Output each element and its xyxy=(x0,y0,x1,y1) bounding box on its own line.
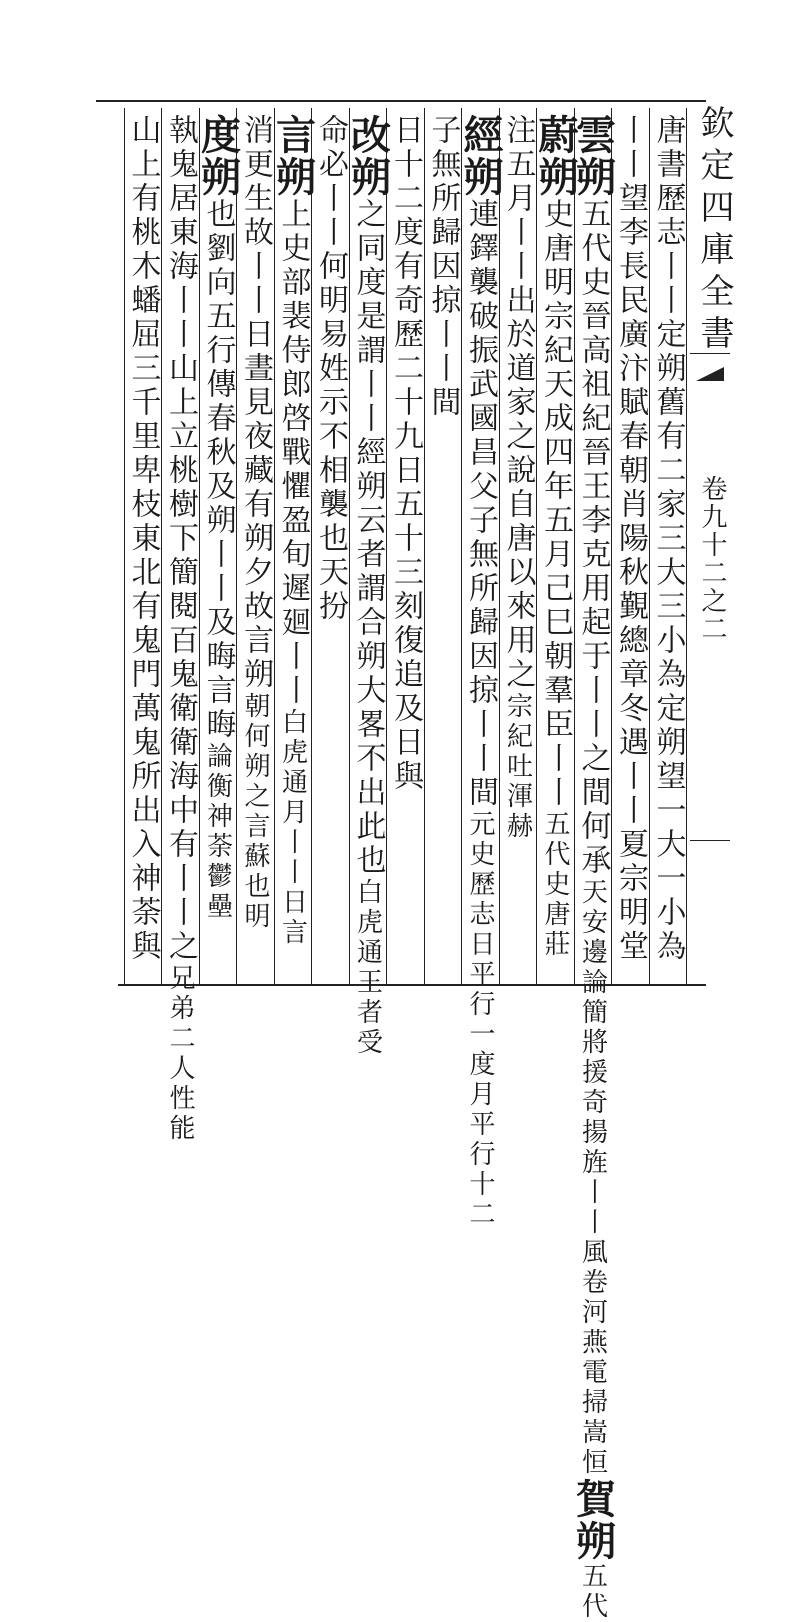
column-text: 上史部裴侍郎啓戰懼盈旬遲廻丨丨 xyxy=(275,198,311,708)
column-text: 山上有桃木蟠屈三千里卑枝東北有鬼門萬鬼所出入神荼與 xyxy=(125,114,161,964)
column-rule xyxy=(349,108,350,984)
column-text: 執鬼居東海丨丨山上立桃樹下簡閱百鬼衛衛海中有丨丨之 xyxy=(163,114,198,964)
column-rule xyxy=(124,108,125,984)
column-text: 也劉向五行傳春秋及朔丨丨及晦言晦 xyxy=(200,198,236,742)
page-frame-bottom-rule xyxy=(118,984,706,986)
column-text: 天安邊論簡將援奇揚旌丨丨風卷河燕電掃嵩恒 xyxy=(577,878,608,1478)
entry-heading: 度朔 xyxy=(194,114,242,198)
column-rule xyxy=(199,108,200,984)
fishtail-mark xyxy=(696,367,724,381)
column-text: 史唐明宗紀天成四年五月己巳朝羣臣丨丨 xyxy=(538,198,573,810)
column-rule xyxy=(386,108,387,984)
column-text: 日十二度有奇歷二十九日五十三刻復追及日與 xyxy=(388,114,423,794)
column-text: 唐書歷志丨丨定朔舊有二家三大三小為定朔望一大一小為 xyxy=(650,114,686,964)
entry-heading: 蔚朔 xyxy=(532,114,579,198)
text-column xyxy=(457,114,504,1230)
column-text: 元史歷志日平行一度月平行十二 xyxy=(465,810,495,1230)
gutter-divider xyxy=(690,353,730,354)
text-column xyxy=(500,114,536,842)
entry-heading: 經朔 xyxy=(457,114,504,198)
column-text: 五代史唐莊 xyxy=(540,810,570,960)
text-column xyxy=(387,114,423,794)
column-rule xyxy=(574,108,575,984)
column-rule xyxy=(311,108,312,984)
column-rule xyxy=(161,108,162,984)
column-text: 命必丨丨何明易姓示不相襲也天扮 xyxy=(313,114,348,624)
volume-label: 卷九十二之二 xyxy=(697,475,727,643)
text-column xyxy=(269,114,317,948)
column-rule xyxy=(274,108,275,984)
entry-heading: 雲朔 xyxy=(569,114,617,198)
column-text: 之同度是謂丨丨經朔云者謂合朔大畧不出此也 xyxy=(350,198,386,878)
text-column xyxy=(237,114,273,932)
column-rule xyxy=(499,108,500,984)
column-rule xyxy=(649,108,650,984)
entry-heading: 改朔 xyxy=(344,114,392,198)
text-column xyxy=(162,114,198,1144)
column-text: 朝何朔之言蘇也明 xyxy=(240,692,270,932)
column-text: 注五月丨丨出於道家之說自唐以來用之 xyxy=(500,114,536,692)
column-text: 宗紀吐渾赫 xyxy=(502,692,533,842)
column-rule xyxy=(461,108,462,984)
column-text: 白虎通王者受 xyxy=(352,878,383,1058)
column-text: 消更生故丨丨日晝見夜藏有朔夕故言朔 xyxy=(238,114,273,692)
entry-heading: 賀朔 xyxy=(569,1478,617,1562)
text-column xyxy=(650,114,686,964)
column-text: 五代 xyxy=(577,1562,608,1622)
page-gutter xyxy=(690,105,734,985)
column-text: 連鐸襲破振武國昌父子無所歸因掠丨丨間 xyxy=(463,198,498,810)
column-text: 丨丨望李長民廣汴賦春朝肖陽秋覲總章冬遇丨丨夏宗明堂 xyxy=(613,114,648,964)
text-column xyxy=(344,114,392,1058)
text-column xyxy=(194,114,242,922)
book-title: 欽定四庫全書 xyxy=(694,105,734,357)
column-text: 兄弟二人性能 xyxy=(165,964,195,1144)
text-column xyxy=(312,114,348,624)
text-column xyxy=(425,114,461,420)
column-text: 子無所歸因掠丨丨間 xyxy=(425,114,461,420)
column-rule xyxy=(611,108,612,984)
text-column xyxy=(532,114,579,960)
entry-heading: 言朔 xyxy=(269,114,317,198)
column-text: 五代史晉高祖紀晉王李克用起于丨丨之間何承 xyxy=(575,198,611,878)
column-text: 白虎通月丨丨日言 xyxy=(277,708,308,948)
column-rule xyxy=(686,108,687,984)
text-column xyxy=(125,114,161,964)
column-text: 論衡神荼鬱壘 xyxy=(202,742,233,922)
page-frame-top-rule xyxy=(96,100,706,102)
column-rule xyxy=(424,108,425,984)
gutter-divider xyxy=(690,840,730,841)
text-column xyxy=(612,114,648,964)
text-column xyxy=(569,114,617,1622)
column-rule xyxy=(236,108,237,984)
column-rule xyxy=(536,108,537,984)
